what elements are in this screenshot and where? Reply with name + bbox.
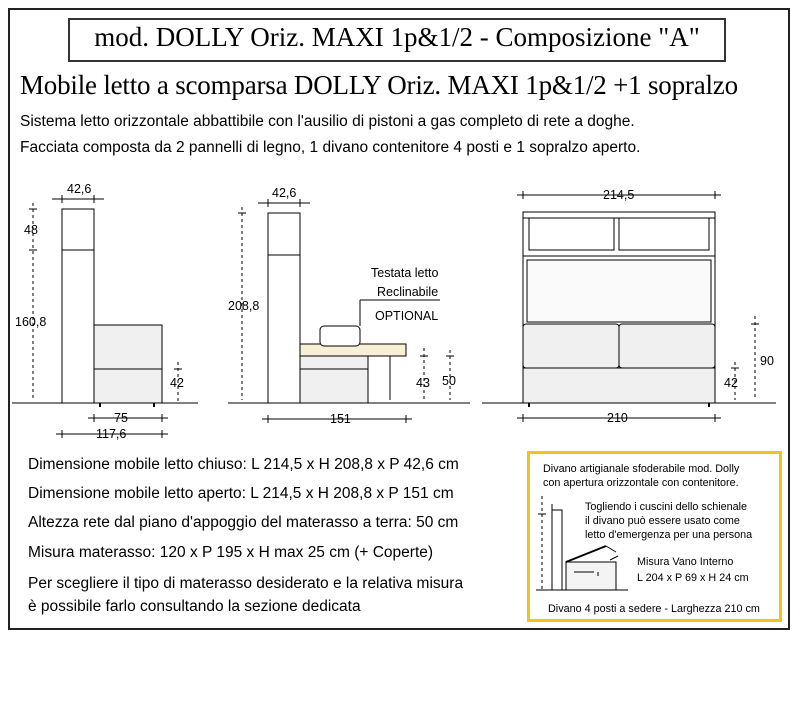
- dim-front-sofa-height: 90: [760, 354, 774, 368]
- sofa-box-note-3: letto d'emergenza per una persona: [585, 529, 753, 541]
- dim-closed-seat-depth: 75: [114, 411, 128, 425]
- dim-closed-seat-height: 42: [170, 376, 184, 390]
- spec-net-height: Altezza rete dal piano d'appoggio del materasso a terra: 50 cm: [28, 514, 459, 531]
- dim-open-top-width: 42,6: [272, 186, 297, 200]
- page-subtitle: Mobile letto a scomparsa DOLLY Oriz. MAXI 1p&1/2 +1 sopralzo: [20, 70, 738, 100]
- spec-choose-2: è possibile farlo consultando la sezione dedicata: [28, 598, 361, 615]
- front-drawing: [517, 191, 759, 422]
- sofa-box-line-2: con apertura orizzontale con contenitore.: [543, 477, 739, 489]
- spec-closed: Dimensione mobile letto chiuso: L 214,5 x H 208,8 x P 42,6 cm: [28, 456, 459, 473]
- sofa-box-vano-size: L 204 x P 69 x H 24 cm: [637, 572, 749, 584]
- dim-closed-total-depth: 117,6: [96, 427, 127, 441]
- sofa-open-sketch: [532, 494, 632, 604]
- sofa-box-line-1: Divano artigianale sfoderabile mod. Dolly: [543, 463, 740, 475]
- headboard-label-2: Reclinabile: [377, 285, 439, 299]
- description-line-1: Sistema letto orizzontale abbattibile con l'ausilio di pistoni a gas completo di rete a doghe.: [20, 113, 635, 130]
- dim-closed-upper-height: 48: [24, 223, 38, 237]
- side-closed-drawing: [29, 195, 182, 438]
- page-title: mod. DOLLY Oriz. MAXI 1p&1/2 - Composizione "A": [94, 22, 700, 52]
- sofa-box-note-2: il divano può essere usato come: [585, 515, 740, 527]
- sofa-box-footer: Divano 4 posti a sedere - Larghezza 210 cm: [548, 603, 760, 615]
- dim-open-net-height: 50: [442, 374, 456, 388]
- sofa-box-vano-label: Misura Vano Interno: [637, 556, 734, 568]
- description-line-2: Facciata composta da 2 pannelli di legno, 1 divano contenitore 4 posti e 1 sopralzo aperto.: [20, 139, 641, 156]
- dim-open-total-height: 208,8: [228, 299, 260, 313]
- dim-front-total-width: 214,5: [603, 188, 635, 202]
- headboard-label-1: Testata letto: [371, 266, 439, 280]
- sofa-box-note-1: Togliendo i cuscini dello schienale: [585, 501, 748, 513]
- dim-front-sofa-width: 210: [607, 411, 628, 425]
- optional-label: OPTIONAL: [375, 309, 439, 323]
- dim-open-depth: 151: [330, 412, 351, 426]
- dim-open-bed-height: 43: [416, 376, 430, 390]
- spec-choose-1: Per scegliere il tipo di materasso desiderato e la relativa misura: [28, 575, 464, 592]
- spec-open: Dimensione mobile letto aperto: L 214,5 x H 208,8 x P 151 cm: [28, 485, 454, 502]
- dim-closed-top-width: 42,6: [67, 182, 92, 196]
- dim-front-seat-height: 42: [724, 376, 738, 390]
- dim-closed-total-height: 160,8: [15, 315, 47, 329]
- spec-mattress: Misura materasso: 120 x P 195 x H max 25 cm (+ Coperte): [28, 544, 434, 561]
